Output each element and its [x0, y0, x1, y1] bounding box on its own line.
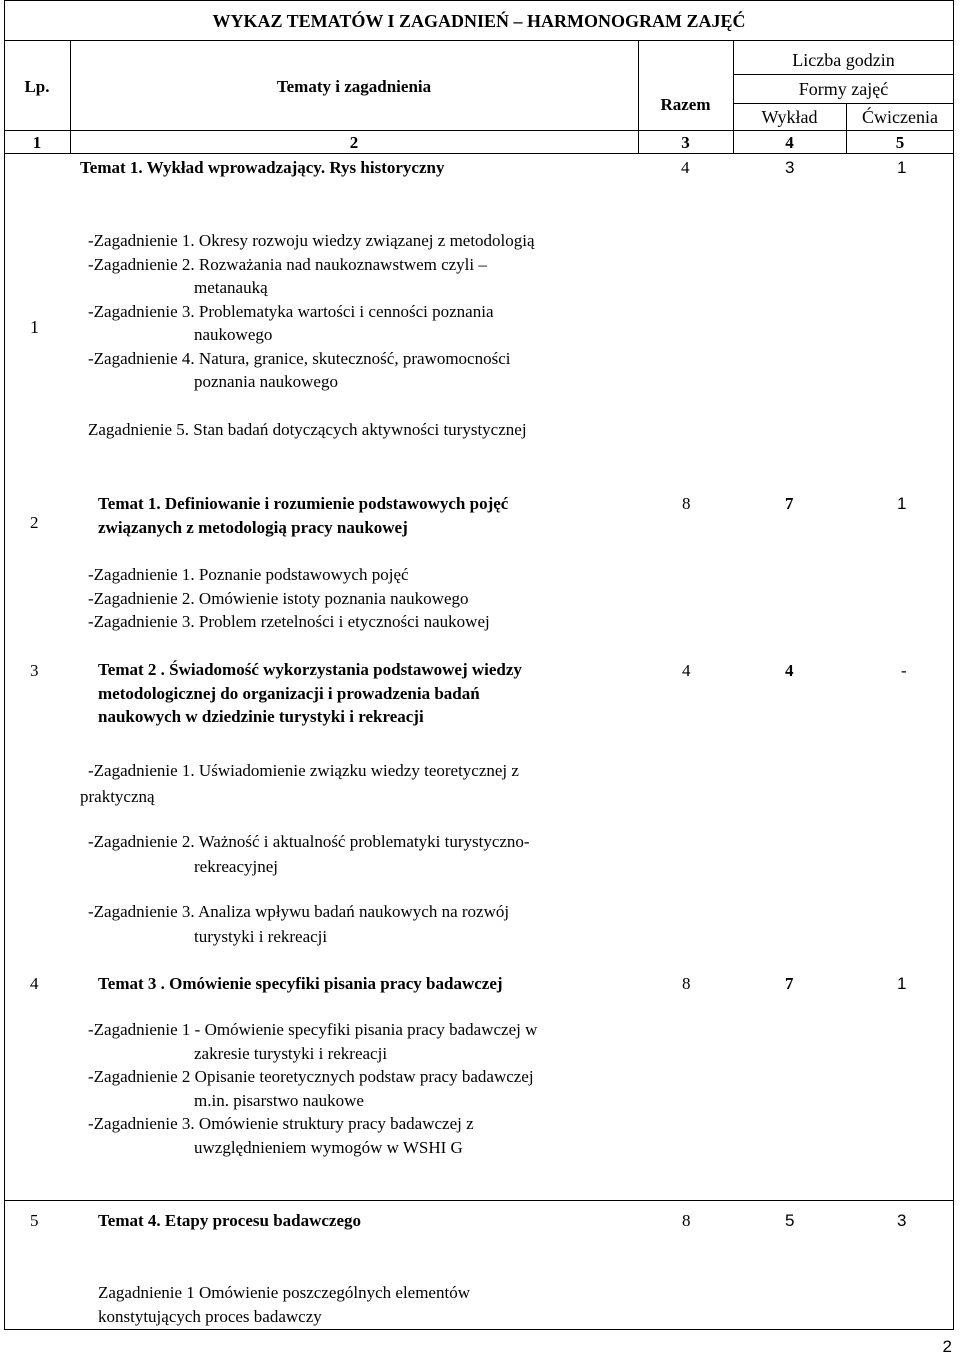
document-title: WYKAZ TEMATÓW I ZAGADNIEŃ – HARMONOGRAM ZAJĘĆ	[212, 11, 746, 31]
rule	[4, 0, 954, 1]
row-razem: 8	[682, 494, 691, 513]
zagadnienie-line: turystyki i rekreacji	[194, 927, 328, 946]
zagadnienie-line: zakresie turystyki i rekreacji	[194, 1043, 388, 1063]
temat-line: Temat 2 . Świadomość wykorzystania podstawowej wiedzy	[98, 660, 522, 679]
zagadnienie-line: -Zagadnienie 2. Omówienie istoty poznania naukowego	[88, 588, 469, 608]
temat-line: Temat 1. Definiowanie i rozumienie podstawowych pojęć	[98, 494, 509, 513]
zagadnienie-line: -Zagadnienie 3. Analiza wpływu badań naukowych na rozwój	[88, 902, 510, 921]
zagadnienie-line: Zagadnienie 1 Omówienie poszczególnych elementów	[98, 1283, 470, 1302]
zagadnienie-line: -Zagadnienie 1 - Omówienie specyfiki pisania pracy badawczej w	[88, 1020, 538, 1039]
zagadnienie-line: m.in. pisarstwo naukowe	[194, 1090, 364, 1110]
row-zagadnienia	[88, 563, 490, 634]
rule	[4, 40, 954, 41]
zagadnienie-line: -Zagadnienie 3. Omówienie struktury pracy badawczej z	[88, 1114, 474, 1133]
row-temat: Temat 3 . Omówienie specyfiki pisania pracy badawczej	[98, 974, 503, 993]
row-razem: 8	[682, 974, 691, 993]
row-temat: Temat 1. Wykład wprowadzający. Rys historyczny	[80, 158, 445, 177]
row-cwiczenia: -	[901, 661, 907, 680]
zagadnienie-line: metanauką	[194, 278, 268, 297]
row-wyklad: 5	[785, 1211, 795, 1230]
row-cwiczenia: 1	[897, 494, 907, 513]
rule	[733, 74, 954, 75]
header-lp: Lp.	[24, 77, 50, 96]
row-lp: 5	[30, 1211, 39, 1230]
col-number: 1	[32, 133, 42, 152]
row-razem: 4	[682, 661, 691, 680]
zagadnienie-line: konstytujących proces badawczy	[98, 1306, 322, 1326]
zagadnienie-line: poznania naukowego	[194, 372, 338, 391]
temat-line: naukowych w dziedzinie turystyki i rekreacji	[98, 707, 424, 726]
row-lp: 4	[30, 974, 39, 993]
col-number: 4	[785, 133, 794, 152]
row-razem: 4	[681, 158, 690, 177]
zagadnienie-line: -Zagadnienie 3. Problematyka wartości i cenności poznania	[88, 301, 494, 321]
row-wyklad: 4	[785, 661, 794, 680]
row-temat: Temat 4. Etapy procesu badawczego	[98, 1211, 362, 1230]
row-cwiczenia: 1	[897, 974, 907, 993]
temat-line: metodologicznej do organizacji i prowadzenia badań	[98, 683, 480, 703]
zagadnienie-line: -Zagadnienie 1. Okresy rozwoju wiedzy związanej z metodologią	[88, 231, 535, 250]
row-cwiczenia: 1	[897, 158, 907, 177]
header-tematy: Tematy i zagadnienia	[276, 77, 432, 96]
zagadnienie-line: praktyczną	[80, 787, 155, 806]
rule	[4, 130, 954, 131]
header-cwiczenia: Ćwiczenia	[862, 107, 938, 127]
zagadnienie-line: -Zagadnienie 2. Ważność i aktualność problematyki turystyczno-	[88, 832, 530, 851]
col-number: 5	[895, 133, 905, 152]
rule	[4, 153, 954, 154]
rule	[733, 103, 954, 104]
zagadnienie-line: naukowego	[194, 325, 273, 344]
col-number: 2	[349, 133, 359, 152]
zagadnienie-line: -Zagadnienie 4. Natura, granice, skuteczność, prawomocności	[88, 348, 511, 368]
header-wyklad: Wykład	[761, 107, 818, 127]
zagadnienie-line: Zagadnienie 5. Stan badań dotyczących aktywności turystycznej	[88, 420, 527, 439]
zagadnienie-line: -Zagadnienie 1. Uświadomienie związku wiedzy teoretycznej z	[88, 761, 519, 780]
row-razem: 8	[682, 1211, 691, 1230]
row-zagadnienia	[88, 1018, 537, 1159]
zagadnienie-line: rekreacyjnej	[194, 857, 278, 876]
row-cwiczenia: 3	[897, 1211, 907, 1230]
col-number: 3	[681, 133, 690, 152]
zagadnienie-line: uwzględnieniem wymogów w WSHI G	[194, 1137, 463, 1157]
temat-line: związanych z metodologią pracy naukowej	[98, 517, 408, 537]
row-lp: 1	[30, 317, 39, 337]
row-wyklad: 7	[785, 494, 794, 513]
header-formy: Formy zajęć	[798, 79, 889, 99]
row-wyklad: 7	[785, 974, 794, 993]
rule	[4, 1200, 954, 1201]
row-lp: 2	[30, 513, 39, 532]
row-wyklad: 3	[785, 158, 795, 177]
header-liczba-godzin: Liczba godzin	[792, 50, 895, 70]
zagadnienie-line: -Zagadnienie 2 Opisanie teoretycznych podstaw pracy badawczej	[88, 1067, 534, 1086]
row-temat	[98, 658, 522, 729]
header-razem: Razem	[660, 95, 711, 114]
row-zagadnienia	[98, 1281, 470, 1328]
page-number: 2	[942, 1337, 952, 1356]
zagadnienie-line: -Zagadnienie 1. Poznanie podstawowych pojęć	[88, 565, 409, 584]
row-temat	[98, 492, 508, 539]
zagadnienie-line: -Zagadnienie 2. Rozważania nad naukoznawstwem czyli –	[88, 254, 487, 274]
zagadnienie-line: -Zagadnienie 3. Problem rzetelności i etyczności naukowej	[88, 612, 490, 631]
row-lp: 3	[30, 661, 39, 680]
row-zagadnienia	[88, 229, 535, 394]
